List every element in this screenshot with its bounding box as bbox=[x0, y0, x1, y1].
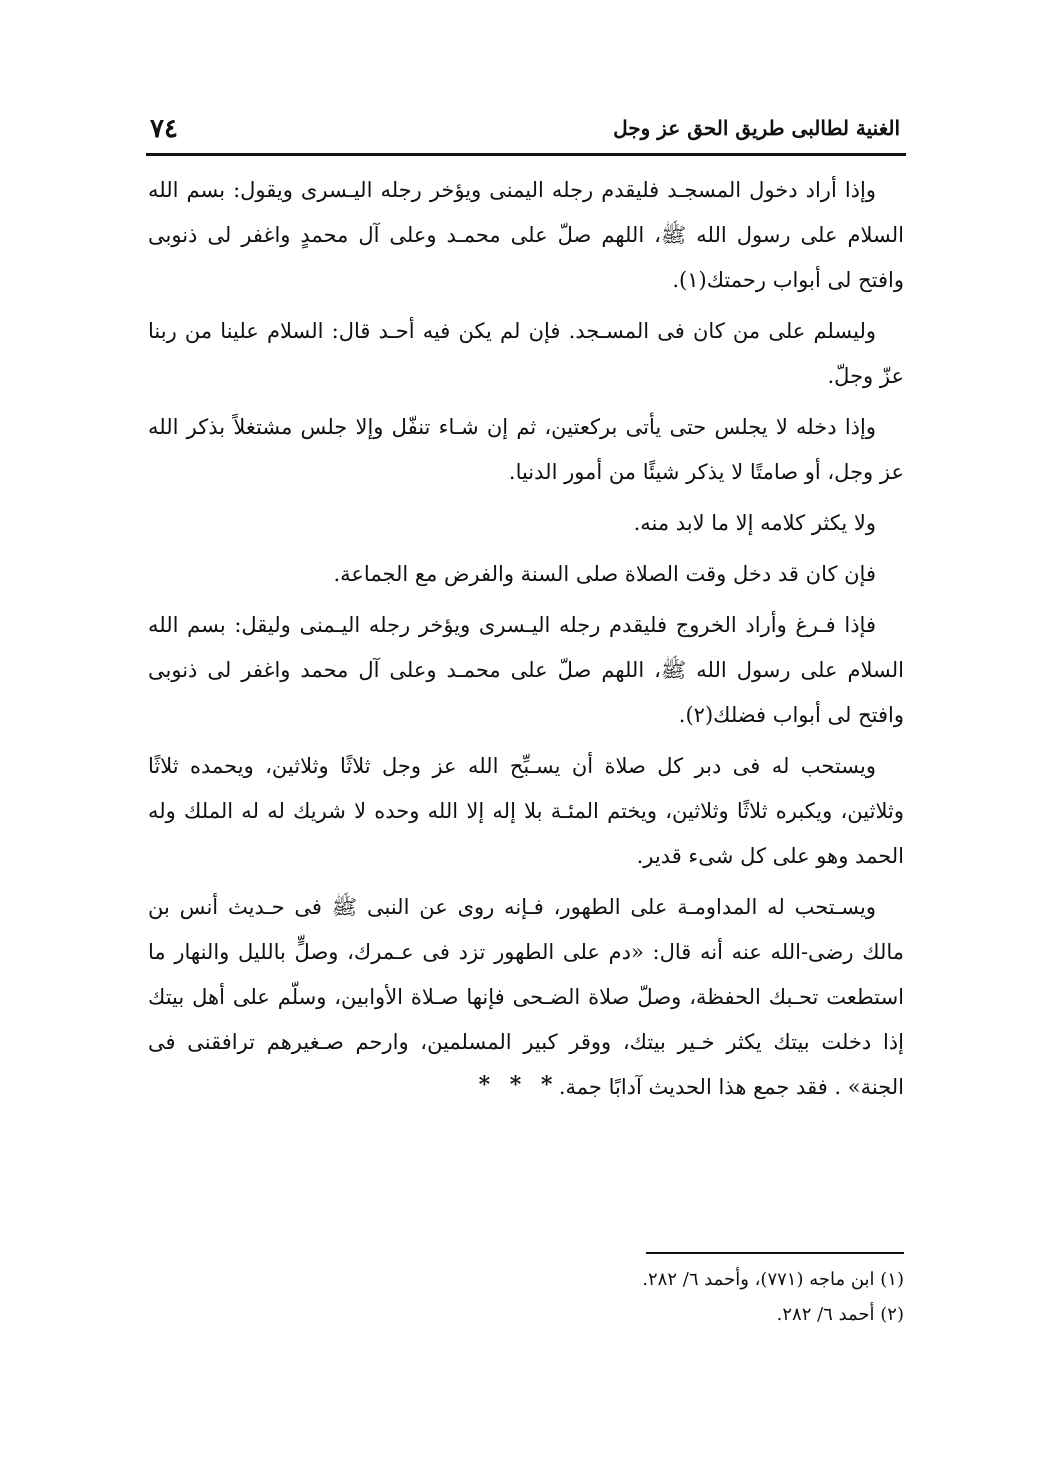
page-header bbox=[146, 108, 904, 152]
footnote: (١) ابن ماجه (٧٧١)، وأحمد ٦/ ٢٨٢. bbox=[642, 1269, 904, 1290]
paragraph: ويسـتحب له المداومـة على الطهور، فـإنه روى عن النبى ﷺ فى حـديث أنس بن مالك رضى-الله عنه أنه قال: «دم على الطهور تزد فى عـمرك، وصلٍّ بالليل والنهار ما استطعت تحـبك الحفظة، وصلّ صلاة الضـحى فإنها صـلاة الأوابين، وسلّم على أهل بيتك إذا دخلت بيتك يكثر خـير بيتك، ووقر كبير المسلمين، وارحم صـغيرهم ترافقنى فى الجنة» . فقد جمع هذا الحديث آدابًا جمة. bbox=[148, 895, 904, 1099]
paragraph: وليسلم على من كان فى المسـجد. فإن لم يكن فيه أحـد قال: السلام علينا من ربنا عزّ وجلّ. bbox=[148, 319, 904, 388]
running-title: الغنية لطالبى طريق الحق عز وجل bbox=[613, 116, 900, 140]
footnotes bbox=[560, 1262, 904, 1332]
footnote: (٢) أحمد ٦/ ٢٨٢. bbox=[776, 1304, 904, 1325]
header-rule bbox=[146, 153, 906, 156]
paragraph: وإذا دخله لا يجلس حتى يأتى بركعتين، ثم إن شـاء تنفّل وإلا جلس مشتغلاً بذكر الله عز وجل، أو صامتًا لا يذكر شيئًا من أمور الدنيا. bbox=[148, 415, 904, 484]
paragraph: فإذا فـرغ وأراد الخروج فليقدم رجله اليـسرى ويؤخر رجله اليـمنى وليقل: بسم الله السلام على رسول الله ﷺ، اللهم صلّ على محمـد وعلى آل محمد واغفر لى ذنوبى وافتح لى أبواب فضلك(٢). bbox=[148, 613, 904, 727]
page-number: ٧٤ bbox=[150, 114, 178, 144]
main-text bbox=[148, 168, 904, 1116]
paragraph: وإذا أراد دخول المسجـد فليقدم رجله اليمنى ويؤخر رجله اليـسرى ويقول: بسم الله السلام على رسول الله ﷺ، اللهم صلّ على محمـد وعلى آل محمدٍ واغفر لى ذنوبى وافتح لى أبواب رحمتك(١). bbox=[148, 178, 904, 292]
paragraph: فإن كان قد دخل وقت الصلاة صلى السنة والفرض مع الجماعة. bbox=[333, 562, 876, 586]
footnote-rule bbox=[646, 1252, 904, 1254]
section-separator: * * * bbox=[478, 1072, 559, 1098]
paragraph: ولا يكثر كلامه إلا ما لابد منه. bbox=[633, 511, 876, 535]
paragraph: ويستحب له فى دبر كل صلاة أن يسـبِّح الله عز وجل ثلاثًا وثلاثين، ويحمده ثلاثًا وثلاثين، ويكبره ثلاثًا وثلاثين، ويختم المئـة بلا إله إلا الله وحده لا شريك له له الملك وله الحمد وهو على كل شىء قدير. bbox=[148, 754, 904, 868]
